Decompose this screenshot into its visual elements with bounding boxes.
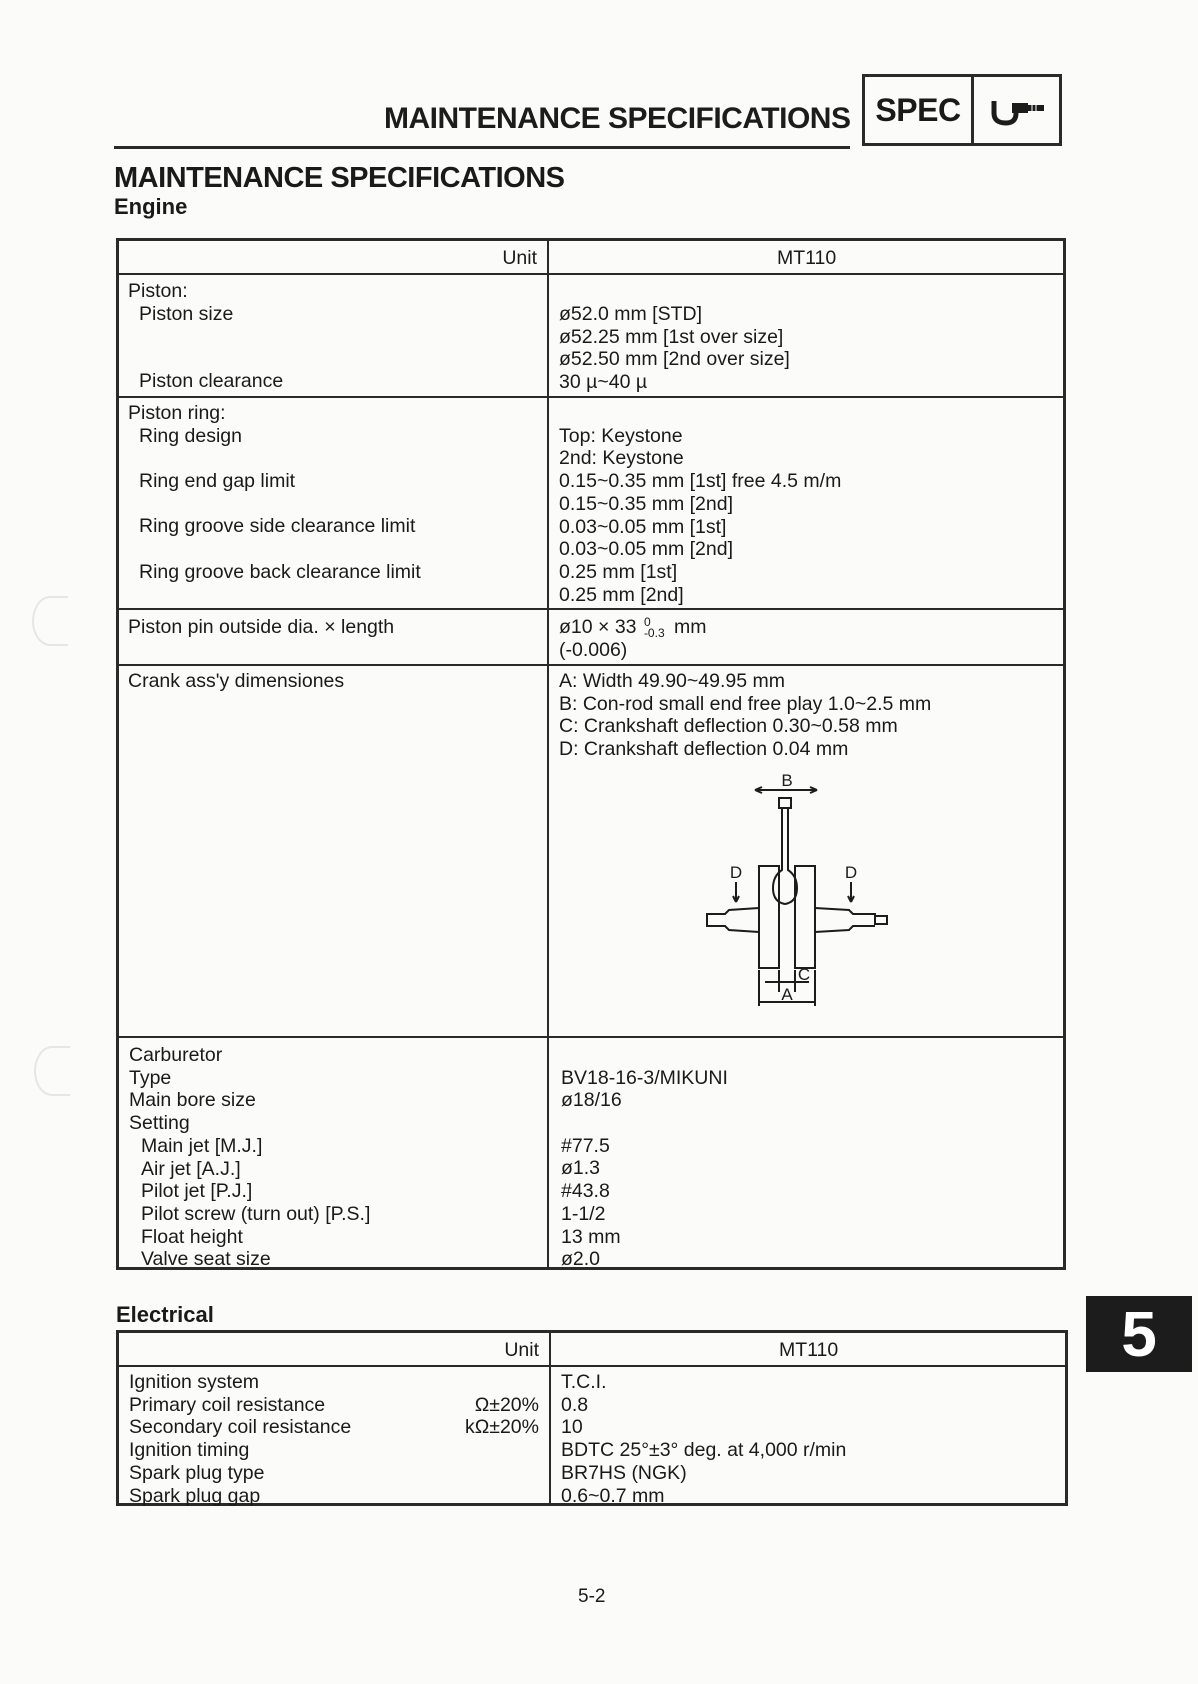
carburetor-labels (129, 1044, 370, 1271)
carb-setting-label: Setting (129, 1112, 190, 1135)
piston-size-value: ø52.50 mm [2nd over size] (559, 348, 790, 371)
carb-heading: Carburetor (129, 1044, 223, 1066)
carb-valve-seat-value: ø2.0 (561, 1248, 601, 1271)
electrical-value: BDTC 25°±3° deg. at 4,000 r/min (561, 1439, 847, 1462)
crank-values (559, 670, 931, 761)
piston-pin-value: ø10 × 33 (559, 616, 637, 638)
carb-pilot-jet-label: Pilot jet [P.J.] (141, 1180, 253, 1203)
piston-size-value: ø52.0 mm [STD] (559, 303, 703, 325)
section-subtitle: Engine (114, 194, 188, 219)
electrical-value: 10 (561, 1416, 583, 1439)
carb-main-jet-value: #77.5 (561, 1134, 610, 1157)
electrical-spec-table (116, 1330, 1068, 1506)
ring-design-value: Top: Keystone (559, 424, 683, 447)
table-header-row (119, 1333, 1065, 1367)
spec-badge (862, 74, 1062, 146)
carburetor-values (561, 1044, 728, 1271)
electrical-value: 0.6~0.7 mm (561, 1484, 665, 1507)
piston-heading: Piston: (128, 280, 188, 302)
carb-float-height-value: 13 mm (561, 1225, 621, 1248)
piston-pin-values (559, 616, 707, 662)
ring-design-label: Ring design (139, 424, 242, 447)
ring-labels (128, 402, 421, 584)
electrical-unit: Ω±20% (474, 1393, 539, 1416)
crankshaft-diagram (703, 770, 893, 1020)
carb-type-value: BV18-16-3/MIKUNI (561, 1066, 728, 1089)
carb-valve-seat-label: Valve seat size (141, 1248, 271, 1271)
carb-bore-value: ø18/16 (561, 1089, 622, 1112)
diagram-label-d: D (729, 863, 743, 882)
electrical-title: Electrical (116, 1302, 214, 1327)
ring-side-clearance-value: 0.03~0.05 mm [2nd] (559, 538, 733, 561)
section-title: MAINTENANCE SPECIFICATIONS (114, 162, 565, 194)
piston-pin-tolerance-upper: 0 (643, 614, 651, 629)
piston-values (559, 280, 790, 394)
carb-main-jet-label: Main jet [M.J.] (141, 1134, 263, 1157)
electrical-labels (129, 1371, 351, 1507)
punch-hole-mark (32, 596, 68, 646)
model-column-header: MT110 (779, 1339, 839, 1361)
carb-float-height-label: Float height (141, 1225, 243, 1248)
ring-side-clearance-value: 0.03~0.05 mm [1st] (559, 515, 727, 538)
carb-air-jet-label: Air jet [A.J.] (141, 1157, 241, 1180)
crank-value: A: Width 49.90~49.95 mm (559, 670, 785, 692)
unit-column-header: Unit (504, 1339, 539, 1361)
piston-pin-row (119, 610, 1063, 666)
carb-pilot-jet-value: #43.8 (561, 1180, 610, 1203)
carb-bore-label: Main bore size (129, 1089, 256, 1112)
chapter-tab: 5 (1086, 1296, 1192, 1372)
diagram-label-c: C (797, 965, 811, 984)
spec-badge-label: SPEC (865, 77, 974, 143)
header-title: MAINTENANCE SPECIFICATIONS (384, 102, 851, 135)
crank-value: B: Con-rod small end free play 1.0~2.5 mm (559, 692, 932, 715)
ring-heading: Piston ring: (128, 402, 226, 424)
crank-label: Crank ass'y dimensiones (128, 670, 345, 692)
electrical-label: Spark plug gap (129, 1484, 261, 1507)
electrical-value: BR7HS (NGK) (561, 1461, 687, 1484)
diagram-label-a: A (781, 985, 793, 1004)
diagram-label-b: B (781, 771, 793, 790)
crank-value: D: Crankshaft deflection 0.04 mm (559, 738, 849, 761)
carb-pilot-screw-label: Pilot screw (turn out) [P.S.] (141, 1202, 371, 1225)
electrical-value: 0.8 (561, 1393, 589, 1416)
electrical-body (119, 1367, 1065, 1507)
model-column-header: MT110 (777, 247, 837, 269)
carb-air-jet-value: ø1.3 (561, 1157, 601, 1180)
piston-size-value: ø52.25 mm [1st over size] (559, 325, 784, 348)
electrical-value: T.C.I. (561, 1371, 607, 1393)
piston-clearance-label: Piston clearance (139, 370, 284, 393)
ring-values (559, 402, 841, 606)
piston-clearance-value: 30 µ~40 µ (559, 371, 648, 394)
electrical-values (561, 1371, 846, 1507)
electrical-unit: kΩ±20% (464, 1416, 539, 1439)
ring-back-clearance-label: Ring groove back clearance limit (139, 560, 421, 583)
carb-pilot-screw-value: 1-1/2 (561, 1202, 606, 1225)
electrical-label: Primary coil resistance (129, 1393, 326, 1416)
electrical-units (465, 1371, 539, 1439)
electrical-label: Ignition system (129, 1371, 260, 1393)
crank-value: C: Crankshaft deflection 0.30~0.58 mm (559, 715, 898, 738)
piston-pin-tolerance-lower: -0.3 (643, 625, 665, 640)
unit-column-header: Unit (502, 247, 537, 269)
micrometer-icon (974, 77, 1059, 143)
table-header-row (119, 241, 1063, 275)
header-rule (114, 146, 850, 149)
engine-spec-table (116, 238, 1066, 1270)
piston-size-label: Piston size (139, 302, 234, 325)
electrical-label: Secondary coil resistance (129, 1416, 352, 1439)
piston-pin-unit: mm (674, 616, 707, 638)
ring-end-gap-label: Ring end gap limit (139, 470, 296, 493)
punch-hole-mark (34, 1046, 70, 1096)
carburetor-row (119, 1038, 1063, 1271)
piston-ring-row (119, 398, 1063, 610)
page-number: 5-2 (578, 1586, 606, 1607)
ring-back-clearance-value: 0.25 mm [1st] (559, 560, 678, 583)
carb-type-label: Type (129, 1066, 172, 1089)
piston-row (119, 275, 1063, 398)
crank-assembly-row (119, 666, 1063, 1038)
ring-end-gap-value: 0.15~0.35 mm [1st] free 4.5 m/m (559, 470, 842, 493)
ring-design-value: 2nd: Keystone (559, 447, 684, 470)
ring-end-gap-value: 0.15~0.35 mm [2nd] (559, 492, 733, 515)
diagram-label-d: D (844, 863, 858, 882)
piston-pin-note: (-0.006) (559, 638, 628, 661)
electrical-unit (465, 1371, 539, 1394)
ring-side-clearance-label: Ring groove side clearance limit (139, 515, 416, 538)
piston-pin-label: Piston pin outside dia. × length (128, 616, 395, 638)
electrical-label: Ignition timing (129, 1439, 250, 1462)
ring-back-clearance-value: 0.25 mm [2nd] (559, 583, 684, 606)
electrical-label: Spark plug type (129, 1461, 265, 1484)
piston-labels (128, 280, 283, 393)
